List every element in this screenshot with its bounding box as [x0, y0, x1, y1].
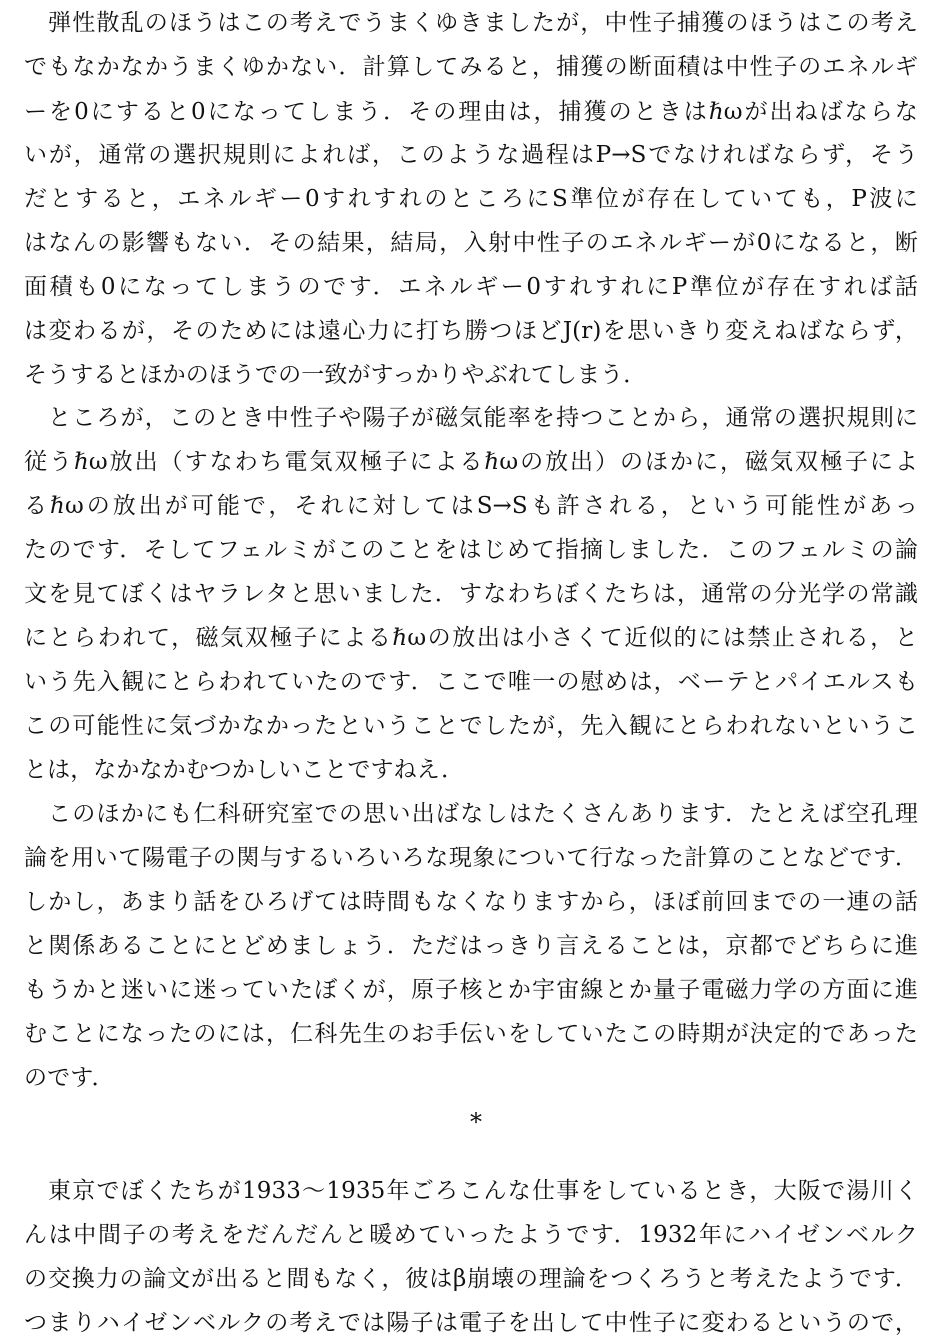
- paragraph-4-line-4: つまりハイゼンベルクの考えでは陽子は電子を出して中性子に変わるというので，: [24, 1310, 918, 1336]
- paragraph-2-line-6: にとらわれて，磁気双極子によるℏωの放出は小さくて近似的には禁止される，と: [24, 625, 918, 651]
- paragraph-3-line-4: と関係あることにとどめましょう．ただはっきり言えることは，京都でどちらに進: [24, 933, 918, 959]
- paragraph-1-line-7: 面積も0になってしまうのです．エネルギー0すれすれにP準位が存在すれば話: [24, 274, 918, 300]
- paragraph-4-line-2: んは中間子の考えをだんだんと暖めていったようです．1932年にハイゼンベルク: [24, 1222, 918, 1248]
- paragraph-2-line-9: とは，なかなかむつかしいことですねえ．: [24, 757, 465, 783]
- paragraph-4-line-3: の交換力の論文が出ると間もなく，彼はβ崩壊の理論をつくろうと考えたようです．: [24, 1266, 918, 1292]
- paragraph-3-line-5: もうかと迷いに迷っていたぼくが，原子核とか宇宙線とか量子電磁力学の方面に進: [24, 977, 918, 1003]
- paragraph-3-line-1: このほかにも仁科研究室での思い出ばなしはたくさんあります．たとえば空孔理: [48, 801, 918, 827]
- paragraph-1-line-5: だとすると，エネルギー0すれすれのところにS準位が存在していても，P波に: [24, 186, 918, 212]
- paragraph-2-line-3: るℏωの放出が可能で，それに対してはS→Sも許される，という可能性があっ: [24, 493, 918, 519]
- paragraph-1-line-3: ーを0にすると0になってしまう．その理由は，捕獲のときはℏωが出ねばならな: [24, 99, 918, 125]
- paragraph-2-line-1: ところが，このとき中性子や陽子が磁気能率を持つことから，通常の選択規則に: [48, 405, 918, 431]
- paragraph-3-line-7: のです．: [24, 1065, 115, 1091]
- paragraph-1-line-6: はなんの影響もない．その結果，結局，入射中性子のエネルギーが0になると，断: [24, 230, 918, 256]
- paragraph-4-line-1: 東京でぼくたちが1933～1935年ごろこんな仕事をしているとき，大阪で湯川く: [48, 1178, 918, 1204]
- paragraph-2-line-5: 文を見てぼくはヤラレタと思いました．すなわちぼくたちは，通常の分光学の常識: [24, 581, 918, 607]
- paragraph-1-line-9: そうするとほかのほうでの一致がすっかりやぶれてしまう．: [24, 362, 647, 388]
- paragraph-2-line-8: この可能性に気づかなかったということでしたが，先入観にとらわれないというこ: [24, 713, 918, 739]
- paragraph-3-line-6: むことになったのには，仁科先生のお手伝いをしていたこの時期が決定的であった: [24, 1021, 918, 1047]
- paragraph-1-line-2: でもなかなかうまくゆかない．計算してみると，捕獲の断面積は中性子のエネルギ: [24, 54, 918, 80]
- paragraph-1-line-1: 弾性散乱のほうはこの考えでうまくゆきましたが，中性子捕獲のほうはこの考え: [48, 10, 918, 36]
- paragraph-3-line-2: 論を用いて陽電子の関与するいろいろな現象について行なった計算のことなどです．: [24, 845, 918, 871]
- paragraph-2-line-4: たのです．そしてフェルミがこのことをはじめて指摘しました．このフェルミの論: [24, 537, 918, 563]
- section-separator: *: [470, 1108, 482, 1136]
- paragraph-3-line-3: しかし，あまり話をひろげては時間もなくなりますから，ほぼ前回までの一連の話: [24, 889, 918, 915]
- paragraph-1-line-8: は変わるが，そのためには遠心力に打ち勝つほどJ(r)を思いきり変えねばならず，: [24, 318, 918, 344]
- paragraph-1-line-4: いが，通常の選択規則によれば，このような過程はP→Sでなければならず，そう: [24, 142, 918, 168]
- paragraph-2-line-7: いう先入観にとらわれていたのです．ここで唯一の慰めは，ベーテとパイエルスも: [24, 669, 918, 695]
- paragraph-2-line-2: 従うℏω放出（すなわち電気双極子によるℏωの放出）のほかに，磁気双極子によ: [24, 449, 918, 475]
